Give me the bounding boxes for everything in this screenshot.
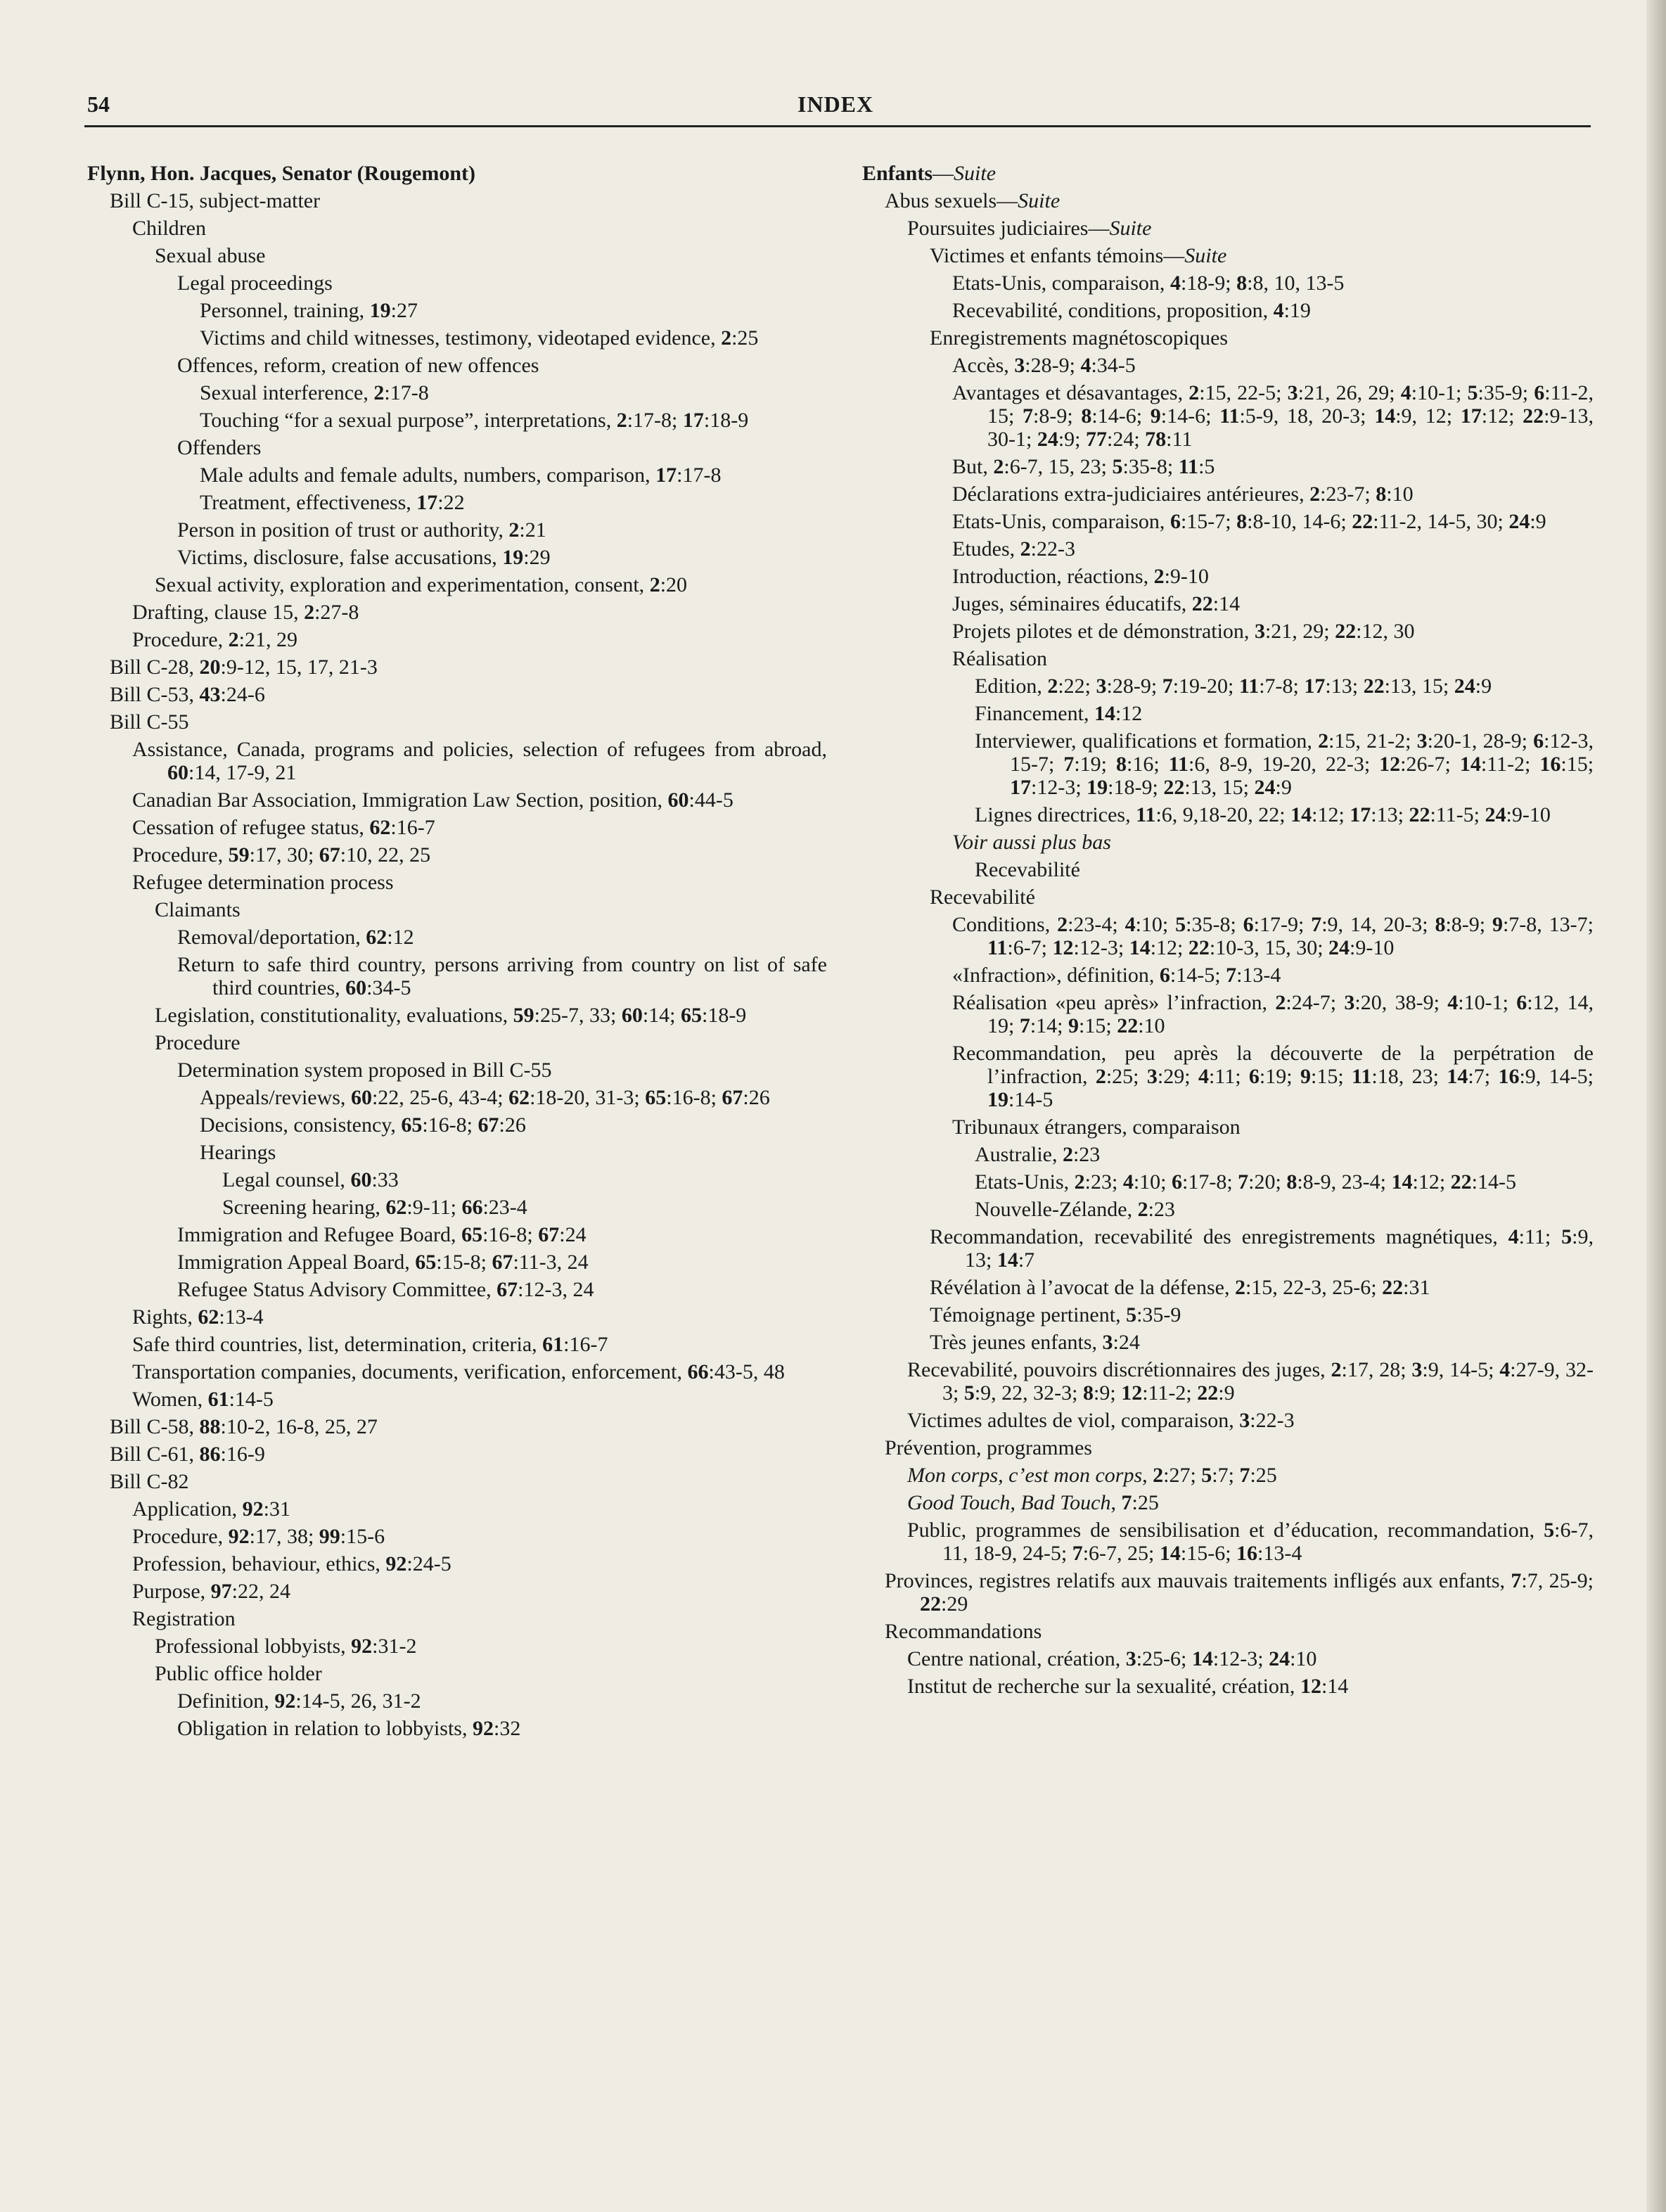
index-entry: Hearings <box>200 1141 276 1164</box>
index-entry: Accès, 3:28-9; 4:34-5 <box>952 354 1136 377</box>
index-entry: Nouvelle-Zélande, 2:23 <box>975 1198 1175 1221</box>
index-entry: Person in position of trust or authority, 2:21 <box>177 518 546 542</box>
index-entry: Juges, séminaires éducatifs, 22:14 <box>952 592 1241 615</box>
index-entry: Women, 61:14-5 <box>132 1388 274 1411</box>
index-entry: Personnel, training, 19:27 <box>200 299 418 322</box>
index-entry: Male adults and female adults, numbers, comparison, 17:17-8 <box>200 464 722 487</box>
index-entry: Legislation, constitutionality, evaluations, 59:25-7, 33; 60:14; 65:18-9 <box>155 1004 747 1027</box>
index-entry: Recommandation, recevabilité des enregistrements magnétiques, 4:11; 5:9, 13; 14:7 <box>930 1225 1594 1272</box>
index-entry: Recommandations <box>885 1620 1042 1643</box>
index-entry: Edition, 2:22; 3:28-9; 7:19-20; 11:7-8; 17:13; 22:13, 15; 24:9 <box>975 675 1492 698</box>
index-entry: Recevabilité <box>975 858 1080 881</box>
page-number: 54 <box>87 91 110 117</box>
page-header <box>84 90 1591 127</box>
index-column-left <box>87 162 827 1744</box>
index-entry: Flynn, Hon. Jacques, Senator (Rougemont) <box>87 162 475 185</box>
index-entry: Legal proceedings <box>177 271 333 295</box>
index-entry: Bill C-53, 43:24-6 <box>110 683 265 706</box>
index-entry: Financement, 14:12 <box>975 702 1143 725</box>
index-column-right <box>862 162 1594 1702</box>
index-entry: Recevabilité, conditions, proposition, 4:19 <box>952 299 1311 322</box>
index-entry: Centre national, création, 3:25-6; 14:12-3; 24:10 <box>907 1647 1317 1670</box>
index-entry: Très jeunes enfants, 3:24 <box>930 1331 1140 1354</box>
index-entry: Screening hearing, 62:9-11; 66:23-4 <box>222 1196 527 1219</box>
index-entry: Révélation à l’avocat de la défense, 2:15, 22-3, 25-6; 22:31 <box>930 1276 1430 1299</box>
index-entry: Bill C-28, 20:9-12, 15, 17, 21-3 <box>110 656 378 679</box>
index-entry: Appeals/reviews, 60:22, 25-6, 43-4; 62:18-20, 31-3; 65:16-8; 67:26 <box>200 1086 770 1109</box>
index-entry: Public, programmes de sensibilisation et d’éducation, recommandation, 5:6-7, 11, 18-9, 24-5; 7:6-7, 25; 14:15-6; 16:13-4 <box>907 1519 1594 1565</box>
index-entry: Voir aussi plus bas <box>952 831 1111 854</box>
index-entry: Enfants—Suite <box>862 162 997 185</box>
index-entry: Conditions, 2:23-4; 4:10; 5:35-8; 6:17-9; 7:9, 14, 20-3; 8:8-9; 9:7-8, 13-7; 11:6-7; 12:12-3; 14:12; 22:10-3, 15, 30; 24:9-10 <box>952 913 1594 959</box>
index-entry: Victims and child witnesses, testimony, videotaped evidence, 2:25 <box>200 326 759 350</box>
index-entry: Etats-Unis, comparaison, 6:15-7; 8:8-10, 14-6; 22:11-2, 14-5, 30; 24:9 <box>952 510 1546 533</box>
index-entry: Australie, 2:23 <box>975 1143 1101 1166</box>
index-entry: Application, 92:31 <box>132 1497 290 1521</box>
index-entry: Abus sexuels—Suite <box>885 189 1061 212</box>
index-entry: Avantages et désavantages, 2:15, 22-5; 3:21, 26, 29; 4:10-1; 5:35-9; 6:11-2, 15; 7:8-9; 8:14-6; 9:14-6; 11:5-9, 18, 20-3; 14:9, 12; 17:12; 22:9-13, 30-1; 24:9; 77:24; 78:11 <box>952 381 1594 451</box>
index-entry: Sexual activity, exploration and experimentation, consent, 2:20 <box>155 573 688 596</box>
index-entry: Treatment, effectiveness, 17:22 <box>200 491 465 514</box>
index-entry: Institut de recherche sur la sexualité, création, 12:14 <box>907 1675 1349 1698</box>
index-entry: Introduction, réactions, 2:9-10 <box>952 565 1209 588</box>
index-entry: Procedure <box>155 1031 241 1054</box>
index-entry: Victims, disclosure, false accusations, 19:29 <box>177 546 551 569</box>
index-entry: «Infraction», définition, 6:14-5; 7:13-4 <box>952 964 1281 987</box>
index-entry: Registration <box>132 1607 236 1630</box>
index-entry: Rights, 62:13-4 <box>132 1305 264 1329</box>
index-entry: Removal/deportation, 62:12 <box>177 926 414 949</box>
index-entry: Offenders <box>177 436 262 459</box>
index-entry: Provinces, registres relatifs aux mauvais traitements infligés aux enfants, 7:7, 25-9; 22:29 <box>885 1569 1594 1616</box>
index-entry: Réalisation <box>952 647 1047 670</box>
index-entry: Sexual abuse <box>155 244 266 267</box>
index-entry: Bill C-55 <box>110 710 189 734</box>
index-entry: Recommandation, peu après la découverte de la perpétration de l’infraction, 2:25; 3:29; 4:11; 6:19; 9:15; 11:18, 23; 14:7; 16:9, 14-5; 19:14-5 <box>952 1042 1594 1111</box>
index-entry: Etats-Unis, 2:23; 4:10; 6:17-8; 7:20; 8:8-9, 23-4; 14:12; 22:14-5 <box>975 1170 1516 1194</box>
index-entry: Drafting, clause 15, 2:27-8 <box>132 601 359 624</box>
index-entry: Claimants <box>155 898 241 921</box>
index-entry: Bill C-82 <box>110 1470 189 1493</box>
index-entry: Public office holder <box>155 1662 322 1685</box>
index-entry: Purpose, 97:22, 24 <box>132 1580 291 1603</box>
index-entry: Legal counsel, 60:33 <box>222 1168 399 1191</box>
index-entry: Recevabilité, pouvoirs discrétionnaires des juges, 2:17, 28; 3:9, 14-5; 4:27-9, 32-3; 5:9, 22, 32-3; 8:9; 12:11-2; 22:9 <box>907 1358 1594 1405</box>
index-entry: Definition, 92:14-5, 26, 31-2 <box>177 1689 421 1713</box>
index-entry: Tribunaux étrangers, comparaison <box>952 1115 1241 1139</box>
index-entry: Interviewer, qualifications et formation, 2:15, 21-2; 3:20-1, 28-9; 6:12-3, 15-7; 7:19; 8:16; 11:6, 8-9, 19-20, 22-3; 12:26-7; 14:11-2; 16:15; 17:12-3; 19:18-9; 22:13, 15; 24:9 <box>975 729 1594 799</box>
index-entry: Prévention, programmes <box>885 1436 1092 1459</box>
index-entry: Recevabilité <box>930 886 1035 909</box>
index-entry: Enregistrements magnétoscopiques <box>930 326 1229 350</box>
index-entry: Cessation of refugee status, 62:16-7 <box>132 816 435 839</box>
index-entry: Immigration and Refugee Board, 65:16-8; 67:24 <box>177 1223 587 1246</box>
index-entry: Victimes et enfants témoins—Suite <box>930 244 1227 267</box>
index-entry: Transportation companies, documents, verification, enforcement, 66:43-5, 48 <box>132 1360 785 1383</box>
index-entry: Poursuites judiciaires—Suite <box>907 217 1152 240</box>
index-entry: Bill C-58, 88:10-2, 16-8, 25, 27 <box>110 1415 378 1438</box>
index-entry: Refugee Status Advisory Committee, 67:12-3, 24 <box>177 1278 594 1301</box>
index-entry: Sexual interference, 2:17-8 <box>200 381 429 404</box>
index-entry: Procedure, 59:17, 30; 67:10, 22, 25 <box>132 843 431 867</box>
index-entry: Témoignage pertinent, 5:35-9 <box>930 1303 1181 1326</box>
index-entry: Projets pilotes et de démonstration, 3:21, 29; 22:12, 30 <box>952 620 1415 643</box>
index-entry: Touching “for a sexual purpose”, interpretations, 2:17-8; 17:18-9 <box>200 409 749 432</box>
index-entry: Etats-Unis, comparaison, 4:18-9; 8:8, 10, 13-5 <box>952 271 1345 295</box>
page-title: INDEX <box>797 91 874 117</box>
index-entry: Déclarations extra-judiciaires antérieures, 2:23-7; 8:10 <box>952 482 1414 506</box>
index-entry: But, 2:6-7, 15, 23; 5:35-8; 11:5 <box>952 455 1215 478</box>
index-entry: Canadian Bar Association, Immigration Law Section, position, 60:44-5 <box>132 788 733 812</box>
index-entry: Réalisation «peu après» l’infraction, 2:24-7; 3:20, 38-9; 4:10-1; 6:12, 14, 19; 7:14; 9:15; 22:10 <box>952 991 1594 1037</box>
index-entry: Assistance, Canada, programs and policies, selection of refugees from abroad, 60:14, 17-9, 21 <box>132 738 827 784</box>
page-edge-shadow <box>1646 0 1666 2212</box>
index-entry: Bill C-61, 86:16-9 <box>110 1443 265 1466</box>
index-entry: Decisions, consistency, 65:16-8; 67:26 <box>200 1113 526 1137</box>
index-entry: Bill C-15, subject-matter <box>110 189 321 212</box>
index-entry: Return to safe third country, persons arriving from country on list of safe third countries, 60:34-5 <box>177 953 827 999</box>
index-entry: Offences, reform, creation of new offences <box>177 354 539 377</box>
index-entry: Lignes directrices, 11:6, 9,18-20, 22; 14:12; 17:13; 22:11-5; 24:9-10 <box>975 803 1551 826</box>
index-entry: Profession, behaviour, ethics, 92:24-5 <box>132 1552 451 1575</box>
index-entry: Obligation in relation to lobbyists, 92:32 <box>177 1717 521 1740</box>
index-entry: Good Touch, Bad Touch, 7:25 <box>907 1491 1159 1514</box>
index-entry: Procedure, 92:17, 38; 99:15-6 <box>132 1525 385 1548</box>
index-entry: Victimes adultes de viol, comparaison, 3:22-3 <box>907 1409 1295 1432</box>
index-entry: Mon corps, c’est mon corps, 2:27; 5:7; 7:25 <box>907 1464 1277 1487</box>
index-entry: Professional lobbyists, 92:31-2 <box>155 1635 417 1658</box>
index-entry: Etudes, 2:22-3 <box>952 537 1075 561</box>
index-entry: Children <box>132 217 206 240</box>
index-entry: Procedure, 2:21, 29 <box>132 628 297 651</box>
index-entry: Refugee determination process <box>132 871 394 894</box>
index-entry: Determination system proposed in Bill C-55 <box>177 1059 552 1082</box>
index-entry: Safe third countries, list, determination, criteria, 61:16-7 <box>132 1333 608 1356</box>
index-entry: Immigration Appeal Board, 65:15-8; 67:11-3, 24 <box>177 1251 589 1274</box>
